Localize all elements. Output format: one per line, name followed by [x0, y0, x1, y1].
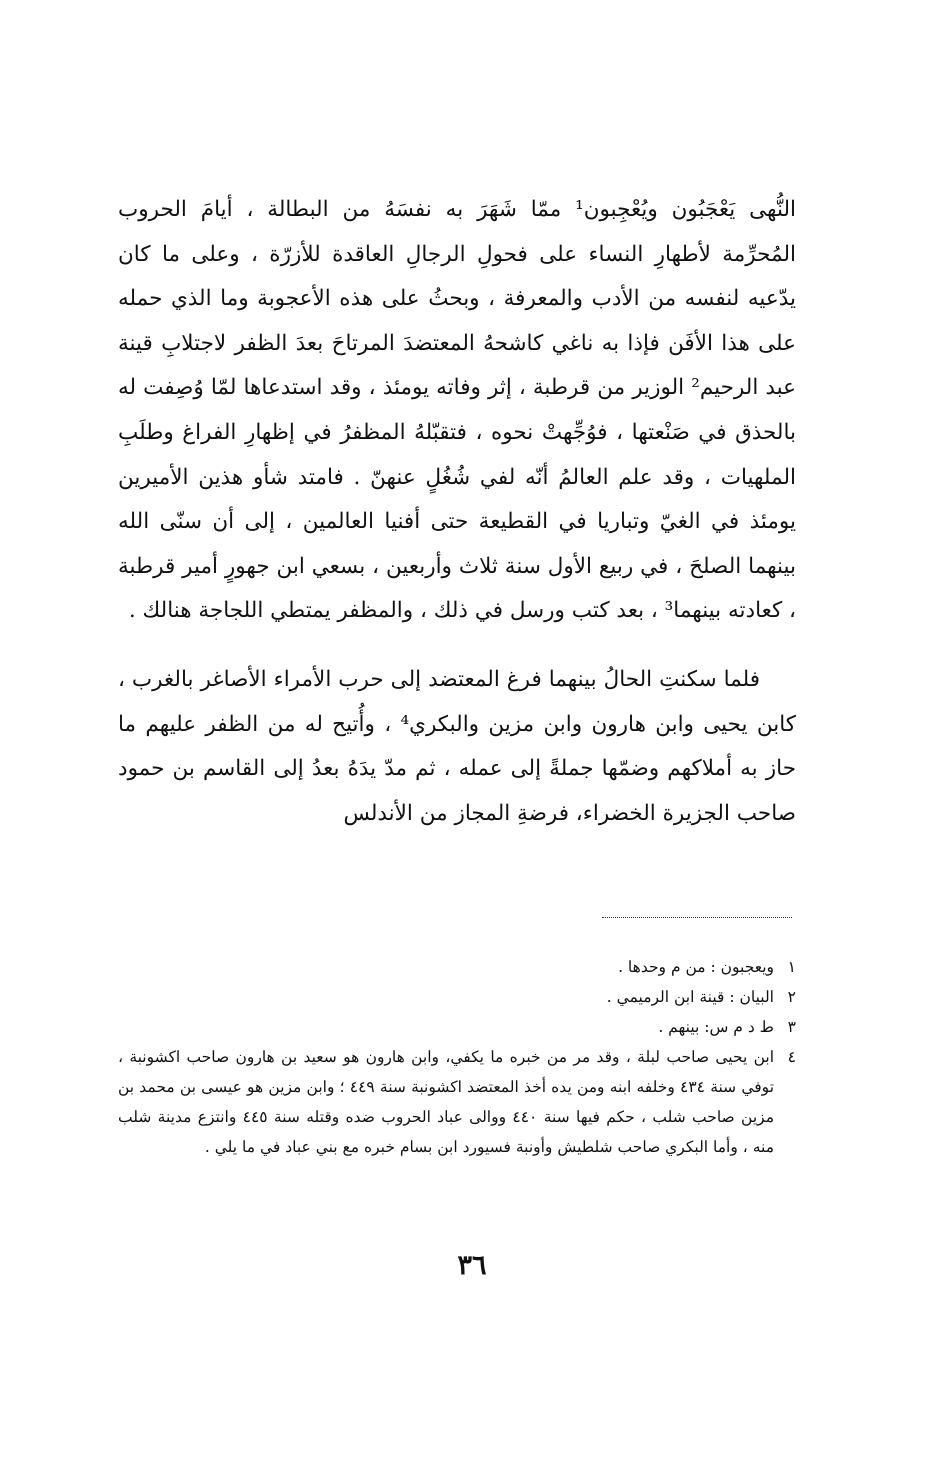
footnote-text: ابن يحيى صاحب لبلة ، وقد مر من خبره ما يكفي، وابن هارون هو سعيد بن هارون صاحب اكشونبة ، توفي سنة ٤٣٤ وخلفه ابنه ومن يده أخذ المعتضد اكشونبة سنة ٤٤٩ ؛ وابن مزين هو عيسى بن محمد بن مزين صاحب شلب ، حكم فيها سنة ٤٤٠ ووالى عباد الحروب ضده وقتله سنة ٤٤٥ وانتزع مدينة شلب منه ، وأما البكري صاحب شلطيش وأونبة فسيورد ابن بسام خبره مع بني عباد في ما يلي .	[118, 1048, 775, 1156]
footnote	[118, 1012, 796, 1042]
paragraph: فلما سكنتِ الحالُ بينهما فرغ المعتضد إلى حرب الأمراء الأصاغر بالغرب ، كابن يحيى وابن هارون وابن مزين والبكري⁴ ، وأُتيح له من الظفر عليهم ما حاز به أملاكهم وضمّها جملةً إلى عمله ، ثم مدّ يدَهُ بعدُ إلى القاسم بن حمود صاحب الجزيرة الخضراء، فرضةِ المجاز من الأندلس	[118, 666, 796, 826]
footnote-text: البيان : قينة ابن الرميمي .	[606, 988, 774, 1006]
footnote-number: ٣	[787, 1018, 796, 1036]
footnote-text: ويعجبون : من م وحدها .	[618, 958, 774, 976]
footnote	[118, 952, 796, 982]
footnote-number: ٢	[787, 988, 796, 1006]
main-text	[118, 188, 796, 836]
footnote	[118, 1042, 796, 1162]
footnote-separator	[602, 917, 792, 918]
footnote-text: ط د م س: بينهم .	[658, 1018, 774, 1036]
footnotes	[118, 952, 796, 1162]
footnote-number: ١	[787, 958, 796, 976]
footnote-number: ٤	[787, 1048, 796, 1066]
paragraph: النُّهى يَعْجَبُون ويُعْجِبون¹ ممّا شَهَرَ به نفسَهُ من البطالة ، أيامَ الحروب المُحرِّمة لأطهارِ النساء على فحولِ الرجالِ العاقدة للأزرّة ، وعلى ما كان يدّعيه لنفسه من الأدب والمعرفة ، وبحثُ على هذه الأعجوبة وما الذي حمله على هذا الأفَن فإذا به ناغي كاشحهُ المعتضدَ المرتاحَ بعدَ الظفر لاجتلابِ قينة عبد الرحيم² الوزير من قرطبة ، إثر وفاته يومئذ ، وقد استدعاها لمّا وُصِفت له بالحذق في صَنْعتها ، فوُجِّهتْ نحوه ، فتقبّلهُ المظفرُ في إظهارِ الفراغ وطلَبِ الملهيات ، وقد علم العالمُ أنّه لفي شُغُلٍ عنهنّ . فامتد شأو هذين الأميرين يومئذ في الغيّ وتباريا في القطيعة حتى أفنيا العالمين ، إلى أن سنّى الله بينهما الصلحَ ، في ربيع الأول سنة ثلاث وأربعين ، بسعي ابن جهورٍ أمير قرطبة ، كعادته بينهما³ ، بعد كتب ورسل في ذلك ، والمظفر يمتطي اللجاجة هنالك .	[118, 197, 796, 624]
footnote	[118, 982, 796, 1012]
page-number: ٣٦	[457, 1250, 487, 1281]
